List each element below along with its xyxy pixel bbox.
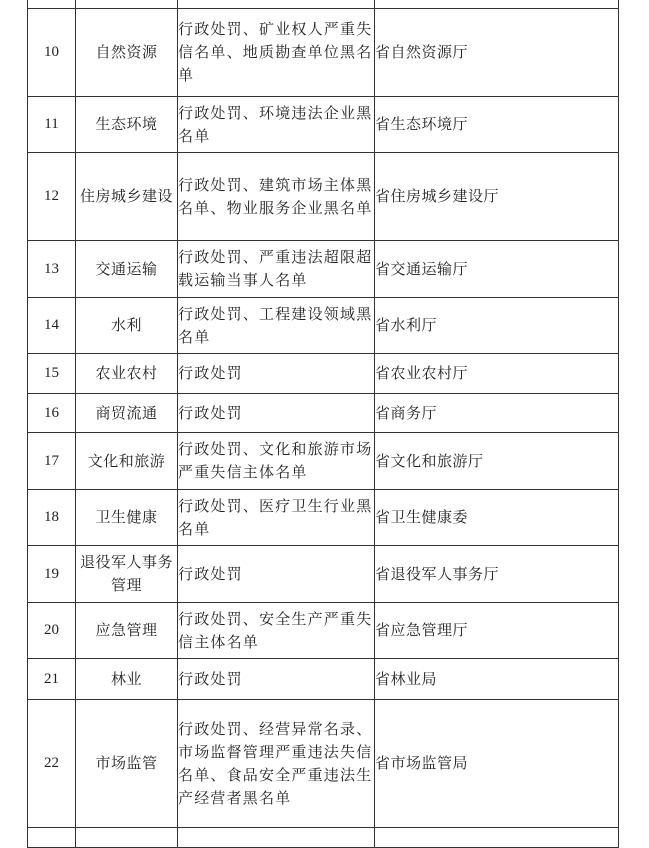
row-number: 17 <box>28 433 76 490</box>
field-name: 住房城乡建设 <box>76 153 178 241</box>
table-row <box>28 394 619 433</box>
credit-info: 行政处罚、文化和旅游市场严重失信主体名单 <box>178 433 375 490</box>
department: 省应急管理厅 <box>375 603 619 659</box>
field-name: 应急管理 <box>76 603 178 659</box>
table-row <box>28 354 619 394</box>
field-name: 市场监管 <box>76 700 178 828</box>
credit-info <box>178 828 375 848</box>
table-row <box>28 433 619 490</box>
field-name: 商贸流通 <box>76 394 178 433</box>
field-name: 水利 <box>76 298 178 354</box>
department: 省文化和旅游厅 <box>375 433 619 490</box>
credit-info <box>178 0 375 9</box>
table-row <box>28 97 619 153</box>
credit-info: 行政处罚、工程建设领域黑名单 <box>178 298 375 354</box>
field-name: 交通运输 <box>76 241 178 298</box>
field-name: 退役军人事务管理 <box>76 546 178 603</box>
credit-info: 行政处罚、建筑市场主体黑名单、物业服务企业黑名单 <box>178 153 375 241</box>
table-row <box>28 700 619 828</box>
table-row <box>28 0 619 9</box>
table-row <box>28 9 619 97</box>
department <box>375 0 619 9</box>
field-name: 林业 <box>76 659 178 700</box>
department: 省退役军人事务厅 <box>375 546 619 603</box>
table-row <box>28 490 619 546</box>
field-name: 自然资源 <box>76 9 178 97</box>
table-row <box>28 153 619 241</box>
row-number: 22 <box>28 700 76 828</box>
row-number: 12 <box>28 153 76 241</box>
field-name <box>76 828 178 848</box>
department: 省市场监管局 <box>375 700 619 828</box>
row-number: 14 <box>28 298 76 354</box>
department <box>375 828 619 848</box>
credit-info: 行政处罚 <box>178 394 375 433</box>
table-row <box>28 241 619 298</box>
row-number: 16 <box>28 394 76 433</box>
department: 省商务厅 <box>375 394 619 433</box>
field-name: 生态环境 <box>76 97 178 153</box>
table-row <box>28 298 619 354</box>
row-number: 15 <box>28 354 76 394</box>
credit-info: 行政处罚 <box>178 354 375 394</box>
credit-table <box>27 0 619 848</box>
row-number: 20 <box>28 603 76 659</box>
table-row <box>28 603 619 659</box>
field-name: 卫生健康 <box>76 490 178 546</box>
credit-info: 行政处罚、矿业权人严重失信名单、地质勘查单位黑名单 <box>178 9 375 97</box>
table-row <box>28 546 619 603</box>
credit-info: 行政处罚 <box>178 659 375 700</box>
department: 省自然资源厅 <box>375 9 619 97</box>
department: 省生态环境厅 <box>375 97 619 153</box>
row-number: 13 <box>28 241 76 298</box>
row-number <box>28 0 76 9</box>
table-row <box>28 828 619 848</box>
field-name <box>76 0 178 9</box>
field-name: 农业农村 <box>76 354 178 394</box>
row-number: 10 <box>28 9 76 97</box>
credit-info: 行政处罚、环境违法企业黑名单 <box>178 97 375 153</box>
row-number <box>28 828 76 848</box>
department: 省农业农村厅 <box>375 354 619 394</box>
table-row <box>28 659 619 700</box>
credit-info: 行政处罚、经营异常名录、市场监督管理严重违法失信名单、食品安全严重违法生产经营者黑名单 <box>178 700 375 828</box>
credit-info: 行政处罚、安全生产严重失信主体名单 <box>178 603 375 659</box>
field-name: 文化和旅游 <box>76 433 178 490</box>
credit-info: 行政处罚、医疗卫生行业黑名单 <box>178 490 375 546</box>
row-number: 18 <box>28 490 76 546</box>
row-number: 11 <box>28 97 76 153</box>
department: 省交通运输厅 <box>375 241 619 298</box>
department: 省水利厅 <box>375 298 619 354</box>
row-number: 21 <box>28 659 76 700</box>
department: 省林业局 <box>375 659 619 700</box>
credit-info: 行政处罚、严重违法超限超载运输当事人名单 <box>178 241 375 298</box>
row-number: 19 <box>28 546 76 603</box>
department: 省住房城乡建设厅 <box>375 153 619 241</box>
department: 省卫生健康委 <box>375 490 619 546</box>
credit-info: 行政处罚 <box>178 546 375 603</box>
